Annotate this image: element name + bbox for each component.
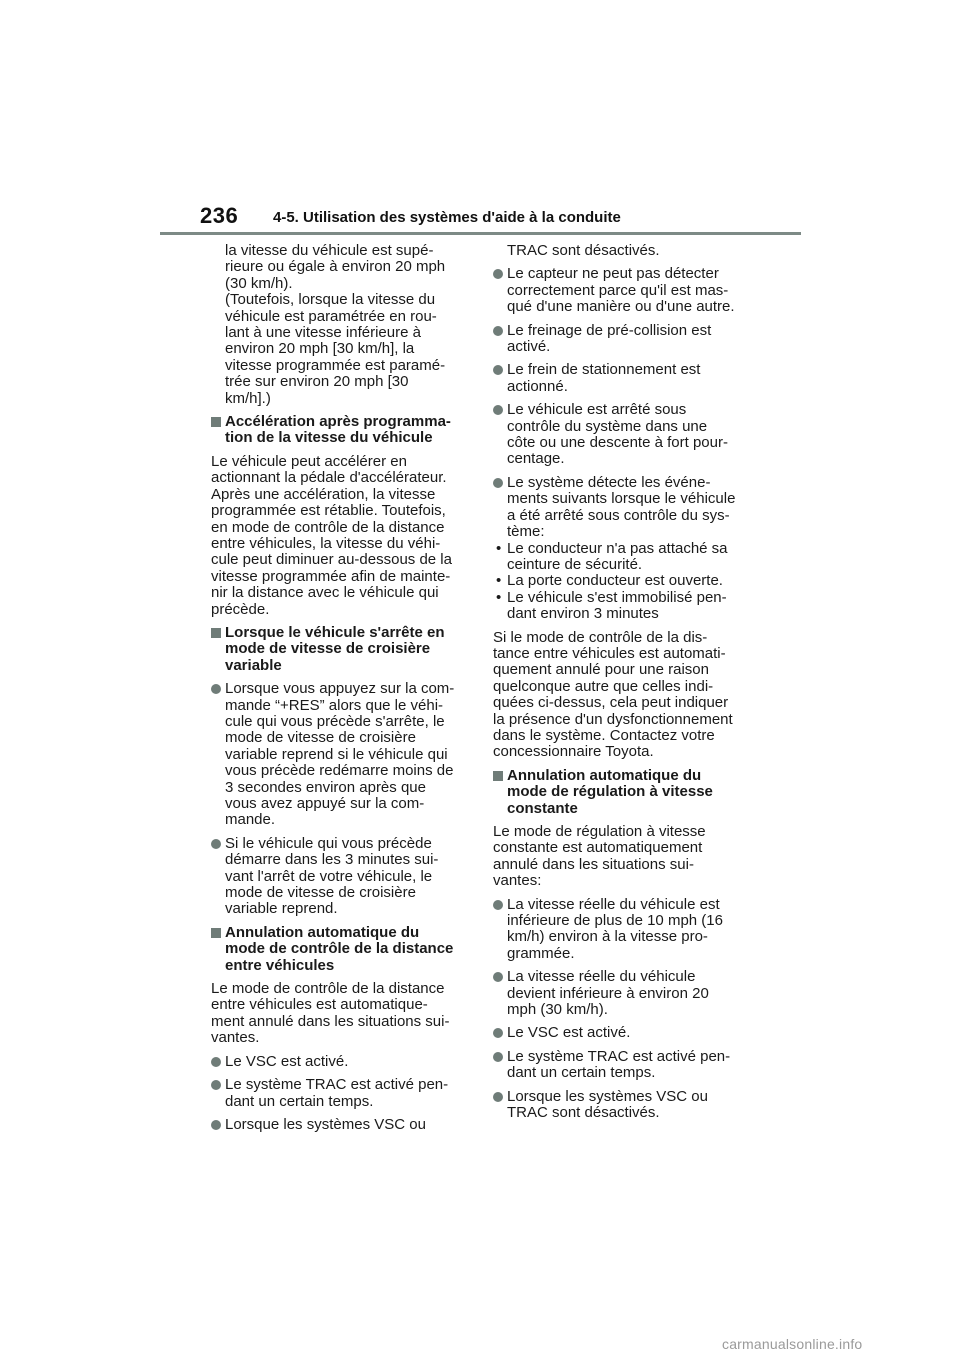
section-heading — [211, 925, 473, 974]
paragraph — [211, 981, 473, 1047]
text-line: ceinture de sécurité. — [507, 555, 643, 573]
round-bullet-icon — [211, 1120, 221, 1130]
header-divider — [160, 232, 801, 235]
text-line: vant l'arrêt de votre véhicule, le — [225, 867, 433, 885]
text-line: entre véhicules est automatique- — [211, 996, 428, 1014]
text-line: (Toutefois, lorsque la vitesse du — [225, 291, 436, 309]
text-line: dant un certain temps. — [507, 1064, 656, 1082]
text-line: tème: — [507, 523, 545, 541]
round-bullet-icon — [493, 269, 503, 279]
paragraph — [493, 824, 755, 890]
list-item — [493, 266, 755, 315]
text-line: mode de vitesse de croisière — [225, 640, 431, 658]
text-line: Après une accélération, la vitesse — [211, 485, 436, 503]
text-line: Le système TRAC est activé pen- — [225, 1076, 449, 1094]
text-line: précède. — [211, 600, 270, 618]
text-line: en mode de contrôle de la distance — [211, 518, 445, 536]
text-line: Le frein de stationnement est — [507, 361, 701, 379]
text-line: mode de régulation à vitesse — [507, 783, 713, 801]
right-column — [493, 243, 755, 1129]
round-bullet-icon — [493, 405, 503, 415]
list-item — [493, 1025, 755, 1041]
text-line: côte ou une descente à fort pour- — [507, 434, 728, 452]
text-line: vitesse programmée afin de mainte- — [211, 567, 451, 585]
paragraph — [211, 454, 473, 618]
text-line: variable reprend. — [225, 900, 338, 918]
watermark: carmanualsonline.info — [722, 1336, 863, 1352]
list-item — [211, 681, 473, 829]
section-heading — [493, 768, 755, 817]
square-bullet-icon — [211, 628, 221, 638]
text-line: dant environ 3 minutes — [507, 605, 659, 623]
list-item — [493, 323, 755, 356]
text-line: environ 20 mph [30 km/h], la — [225, 340, 415, 358]
text-line: Le mode de régulation à vitesse — [493, 823, 706, 840]
round-bullet-icon — [211, 1080, 221, 1090]
text-line: ment annulé dans les situations sui- — [211, 1012, 450, 1030]
square-bullet-icon — [211, 928, 221, 938]
left-column — [211, 243, 473, 1140]
text-line: trée sur environ 20 mph [30 — [225, 373, 409, 391]
text-line: Le véhicule peut accélérer en — [211, 452, 407, 470]
text-line: ments suivants lorsque le véhicule — [507, 490, 736, 508]
text-line: Le conducteur n'a pas attaché sa — [507, 539, 728, 557]
square-bullet-icon — [493, 771, 503, 781]
text-line: vitesse programmée est paramé- — [225, 356, 446, 374]
dash-list — [493, 541, 755, 623]
section-heading — [211, 625, 473, 674]
text-line: entre véhicules, la vitesse du véhi- — [211, 534, 441, 552]
list-item — [211, 1077, 473, 1110]
text-line: rieure ou égale à environ 20 mph — [225, 258, 446, 276]
text-line: Le capteur ne peut pas détecter — [507, 265, 719, 283]
text-line: tance entre véhicules est automati- — [493, 644, 726, 662]
text-line: lant à une vitesse inférieure à — [225, 324, 421, 342]
square-bullet-icon — [211, 417, 221, 427]
round-bullet-icon — [211, 1057, 221, 1067]
text-line: vantes: — [493, 872, 542, 890]
text-line: La porte conducteur est ouverte. — [507, 572, 723, 590]
text-line: km/h) environ à la vitesse pro- — [507, 928, 708, 946]
text-line: (30 km/h). — [225, 274, 293, 292]
round-bullet-icon — [493, 972, 503, 982]
text-line: vous précède redémarre moins de — [225, 762, 454, 780]
dash-item — [493, 590, 755, 623]
text-line: variable reprend si le véhicule qui — [225, 745, 448, 763]
page-number: 236 — [200, 203, 239, 228]
dot-marker-icon: • — [496, 539, 502, 557]
text-line: a été arrêté sous contrôle du sys- — [507, 506, 730, 524]
text-line: Annulation automatique du — [225, 923, 420, 941]
text-line: mph (30 km/h). — [507, 1001, 608, 1019]
text-line: cule qui vous précède s'arrête, le — [225, 712, 445, 730]
list-item — [493, 362, 755, 395]
text-line: quelconque autre que celles indi- — [493, 677, 714, 695]
text-line: démarre dans les 3 minutes sui- — [225, 851, 439, 869]
text-line: TRAC sont désactivés. — [507, 242, 660, 259]
text-line: constante — [507, 799, 578, 817]
text-line: dans le système. Contactez votre — [493, 726, 715, 744]
text-line: km/h].) — [225, 389, 271, 407]
text-line: Lorsque le véhicule s'arrête en — [225, 623, 445, 641]
list-item — [211, 1117, 473, 1133]
round-bullet-icon — [493, 326, 503, 336]
list-item — [211, 836, 473, 918]
text-line: Accélération après programma- — [225, 413, 451, 431]
list-item — [493, 1049, 755, 1082]
list-item — [493, 475, 755, 541]
text-line: qué d'une manière ou d'une autre. — [507, 298, 735, 316]
round-bullet-icon — [211, 839, 221, 849]
text-line: Le mode de contrôle de la distance — [211, 980, 445, 998]
text-line: correctement parce qu'il est mas- — [507, 281, 729, 299]
text-line: mode de contrôle de la distance — [225, 940, 454, 958]
paragraph — [493, 630, 755, 761]
text-line: programmée est rétablie. Toutefois, — [211, 502, 446, 520]
text-line: dant un certain temps. — [225, 1092, 374, 1110]
text-line: la présence d'un dysfonctionnement — [493, 710, 733, 728]
list-item — [493, 897, 755, 963]
text-line: Si le mode de contrôle de la dis- — [493, 628, 708, 646]
text-line: mande. — [225, 811, 276, 829]
list-item — [211, 1054, 473, 1070]
text-line: Annulation automatique du — [507, 766, 702, 784]
text-line: mode de vitesse de croisière — [225, 884, 416, 902]
round-bullet-icon — [211, 684, 221, 694]
text-line: Le véhicule s'est immobilisé pen- — [507, 588, 727, 606]
dash-item — [493, 573, 755, 589]
text-line: inférieure de plus de 10 mph (16 — [507, 912, 723, 930]
continued-text — [211, 243, 473, 407]
section-title: 4-5. Utilisation des systèmes d'aide à la conduite — [273, 209, 621, 226]
text-line: Le véhicule est arrêté sous — [507, 401, 687, 419]
text-line: Le système détecte les événe- — [507, 473, 711, 491]
text-line: mode de vitesse de croisière — [225, 729, 416, 747]
dash-item — [493, 541, 755, 574]
text-line: quement annulé pour une raison — [493, 661, 709, 679]
text-line: nir la distance avec le véhicule qui — [211, 584, 439, 602]
text-line: Si le véhicule qui vous précède — [225, 834, 432, 852]
dot-marker-icon: • — [496, 572, 502, 590]
text-line: centage. — [507, 450, 565, 468]
text-line: 3 secondes environ après que — [225, 778, 426, 796]
text-line: contrôle du système dans une — [507, 417, 708, 435]
list-item — [493, 1089, 755, 1122]
list-item — [493, 402, 755, 468]
text-line: concessionnaire Toyota. — [493, 743, 654, 761]
text-line: actionnant la pédale d'accélérateur. — [211, 469, 447, 487]
text-line: Lorsque les systèmes VSC ou — [507, 1087, 708, 1105]
text-line: Lorsque les systèmes VSC ou — [225, 1115, 426, 1133]
text-line: mande “+RES” alors que le véhi- — [225, 696, 444, 714]
text-line: La vitesse réelle du véhicule est — [507, 895, 720, 913]
text-line: vous avez appuyé sur la com- — [225, 795, 425, 812]
round-bullet-icon — [493, 1052, 503, 1062]
list-item — [493, 969, 755, 1018]
text-line: tion de la vitesse du véhicule — [225, 429, 433, 447]
text-line: véhicule est paramétrée en rou- — [225, 307, 437, 325]
text-line: grammée. — [507, 944, 575, 962]
text-line: la vitesse du véhicule est supé- — [225, 242, 434, 259]
text-line: Lorsque vous appuyez sur la com- — [225, 680, 455, 698]
text-line: entre véhicules — [225, 956, 335, 974]
text-line: Le système TRAC est activé pen- — [507, 1047, 731, 1065]
text-line: activé. — [507, 338, 551, 356]
round-bullet-icon — [493, 900, 503, 910]
round-bullet-icon — [493, 478, 503, 488]
text-line: Le VSC est activé. — [507, 1024, 631, 1042]
text-line: variable — [225, 656, 282, 674]
text-line: devient inférieure à environ 20 — [507, 984, 709, 1002]
text-line: TRAC sont désactivés. — [507, 1104, 660, 1122]
text-line: vantes. — [211, 1029, 260, 1047]
text-line: quées ci-dessus, cela peut indiquer — [493, 694, 729, 712]
text-line: constante est automatiquement — [493, 839, 703, 857]
round-bullet-icon — [493, 365, 503, 375]
text-line: Le freinage de pré-collision est — [507, 321, 712, 339]
continued-text — [493, 243, 755, 259]
text-line: Le VSC est activé. — [225, 1052, 349, 1070]
text-line: annulé dans les situations sui- — [493, 855, 694, 873]
text-line: cule peut diminuer au-dessous de la — [211, 551, 452, 569]
text-line: actionné. — [507, 377, 568, 395]
dot-marker-icon: • — [496, 588, 502, 606]
section-heading — [211, 414, 473, 447]
round-bullet-icon — [493, 1028, 503, 1038]
text-line: La vitesse réelle du véhicule — [507, 968, 696, 986]
round-bullet-icon — [493, 1092, 503, 1102]
